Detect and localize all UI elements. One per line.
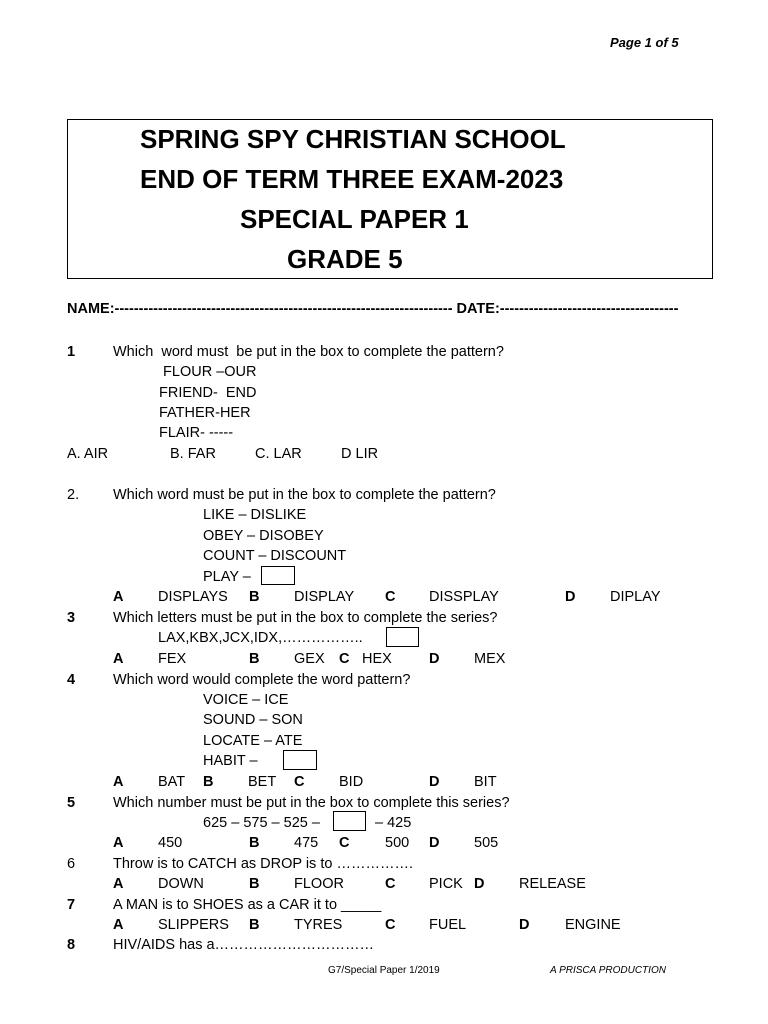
question-number: 3: [67, 610, 76, 626]
pattern-line: FLOUR –OUR: [159, 364, 257, 380]
pattern-line: HABIT –: [203, 753, 258, 769]
option-c-letter: C: [294, 774, 305, 790]
option-a[interactable]: BAT: [158, 774, 186, 790]
option-a[interactable]: DOWN: [158, 876, 204, 892]
question-number: 4: [67, 672, 76, 688]
option-d[interactable]: MEX: [474, 651, 506, 667]
answer-box[interactable]: [283, 750, 317, 770]
option-d[interactable]: DIPLAY: [610, 589, 661, 605]
grade-title: GRADE 5: [287, 244, 403, 274]
question-number: 2.: [67, 487, 80, 503]
option-d-letter: D: [474, 876, 485, 892]
answer-box[interactable]: [386, 627, 419, 647]
question-text: HIV/AIDS has a……………………………: [113, 937, 375, 953]
option-b[interactable]: B. FAR: [170, 446, 216, 462]
series-end: – 425: [375, 815, 412, 831]
option-d[interactable]: RELEASE: [519, 876, 586, 892]
pattern-line: PLAY –: [203, 569, 251, 585]
option-c[interactable]: FUEL: [429, 917, 467, 933]
pattern-line: COUNT – DISCOUNT: [203, 548, 347, 564]
option-d-letter: D: [429, 651, 440, 667]
pattern-line: FATHER-HER: [159, 405, 251, 421]
option-c[interactable]: DISSPLAY: [429, 589, 499, 605]
option-c-letter: C: [385, 589, 396, 605]
option-c[interactable]: C. LAR: [255, 446, 302, 462]
option-a-letter: A: [113, 774, 124, 790]
option-d-letter: D: [519, 917, 530, 933]
option-b[interactable]: DISPLAY: [294, 589, 355, 605]
question-text: Which word must be put in the box to complete the pattern?: [113, 487, 496, 503]
paper-title: SPECIAL PAPER 1: [240, 204, 469, 234]
school-name: SPRING SPY CHRISTIAN SCHOOL: [140, 124, 566, 154]
option-d[interactable]: D LIR: [341, 446, 379, 462]
option-a-letter: A: [113, 835, 124, 851]
footer-paper-code: G7/Special Paper 1/2019: [328, 965, 440, 976]
pattern-line: FRIEND- END: [159, 385, 257, 401]
option-b[interactable]: BET: [248, 774, 277, 790]
option-a-letter: A: [113, 589, 124, 605]
page-number: Page 1 of 5: [610, 35, 679, 50]
option-b-letter: B: [249, 876, 260, 892]
option-c-letter: C: [385, 917, 396, 933]
option-b-letter: B: [249, 917, 260, 933]
question-text: Throw is to CATCH as DROP is to …………….: [113, 856, 413, 872]
option-c[interactable]: 500: [385, 835, 410, 851]
answer-box[interactable]: [261, 566, 295, 585]
option-c-letter: C: [339, 651, 350, 667]
series-line: 625 – 575 – 525 –: [203, 815, 320, 831]
footer-production: A PRISCA PRODUCTION: [550, 965, 666, 976]
option-d[interactable]: ENGINE: [565, 917, 621, 933]
option-b-letter: B: [203, 774, 214, 790]
question-number: 6: [67, 856, 76, 872]
option-a[interactable]: A. AIR: [67, 446, 109, 462]
option-d-letter: D: [565, 589, 576, 605]
question-text: Which word must be put in the box to complete the pattern?: [113, 344, 504, 360]
exam-header-box: [67, 119, 713, 279]
option-b-letter: B: [249, 589, 260, 605]
option-c-letter: C: [385, 876, 396, 892]
option-a[interactable]: DISPLAYS: [158, 589, 228, 605]
option-b[interactable]: FLOOR: [294, 876, 344, 892]
option-d-letter: D: [429, 835, 440, 851]
option-a[interactable]: SLIPPERS: [158, 917, 229, 933]
question-text: Which word would complete the word pattern?: [113, 672, 411, 688]
option-a-letter: A: [113, 917, 124, 933]
option-a[interactable]: FEX: [158, 651, 187, 667]
option-c[interactable]: HEX: [362, 651, 392, 667]
option-a-letter: A: [113, 651, 124, 667]
question-number: 1: [67, 344, 76, 360]
option-b-letter: B: [249, 651, 260, 667]
pattern-line: SOUND – SON: [203, 712, 303, 728]
name-date-line: NAME:---------------------------------------------------------------------- DATE:-------------------------------------: [67, 301, 679, 317]
pattern-line: LIKE – DISLIKE: [203, 507, 307, 523]
option-d-letter: D: [429, 774, 440, 790]
option-b[interactable]: 475: [294, 835, 319, 851]
option-d[interactable]: 505: [474, 835, 499, 851]
option-c[interactable]: BID: [339, 774, 364, 790]
answer-box[interactable]: [333, 811, 366, 831]
pattern-line: FLAIR- -----: [159, 425, 234, 441]
series-line: LAX,KBX,JCX,IDX,……………..: [158, 630, 363, 646]
pattern-line: LOCATE – ATE: [203, 733, 303, 749]
question-number: 5: [67, 795, 76, 811]
option-a-letter: A: [113, 876, 124, 892]
option-c-letter: C: [339, 835, 350, 851]
exam-title: END OF TERM THREE EXAM-2023: [140, 164, 564, 194]
question-number: 7: [67, 897, 76, 913]
option-b-letter: B: [249, 835, 260, 851]
question-number: 8: [67, 937, 76, 953]
option-b[interactable]: GEX: [294, 651, 325, 667]
pattern-line: OBEY – DISOBEY: [203, 528, 324, 544]
option-a[interactable]: 450: [158, 835, 183, 851]
pattern-line: VOICE – ICE: [203, 692, 289, 708]
question-text: Which letters must be put in the box to complete the series?: [113, 610, 498, 626]
question-text: Which number must be put in the box to complete this series?: [113, 795, 510, 811]
question-text: A MAN is to SHOES as a CAR it to _____: [113, 897, 382, 913]
option-b[interactable]: TYRES: [294, 917, 343, 933]
option-d[interactable]: BIT: [474, 774, 497, 790]
option-c[interactable]: PICK: [429, 876, 463, 892]
